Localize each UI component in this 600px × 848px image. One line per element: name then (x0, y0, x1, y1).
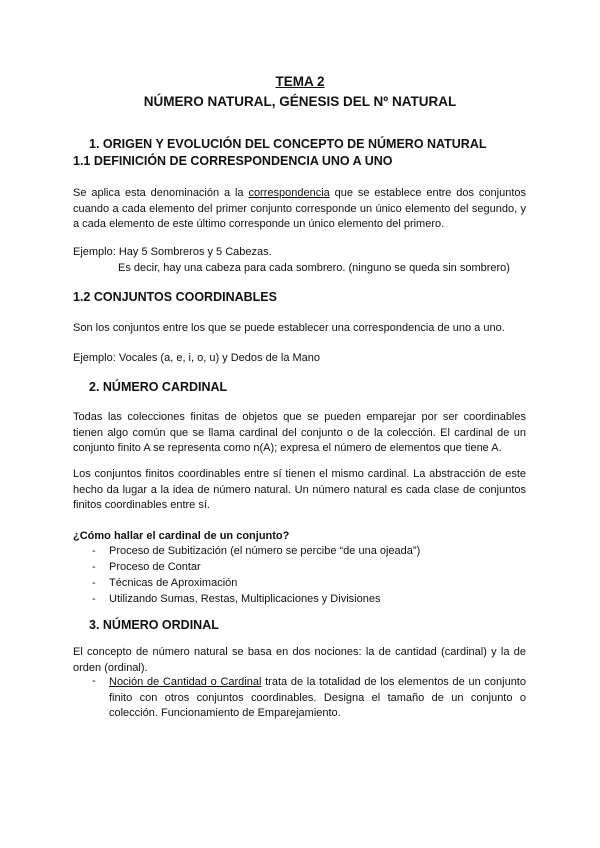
list-item-text: trata de la totalidad de los elementos de un conjunto finito con otros conjuntos coordinables. Designa el tamaño de un conjunto o colección. Funcionamiento de Emparejamiento. (109, 676, 526, 719)
section-1-1-heading: 1.1 DEFINICIÓN DE CORRESPONDENCIA UNO A UNO (73, 154, 393, 168)
section-3-heading: 3. NÚMERO ORDINAL (89, 618, 219, 632)
bullet-dash: - (92, 675, 96, 687)
example-line: Es decir, hay una cabeza para cada sombrero. (ninguno se queda sin sombrero) (118, 262, 510, 274)
list-item: Proceso de Contar (109, 561, 201, 573)
example-line: Ejemplo: Hay 5 Sombreros y 5 Cabezas. (73, 246, 272, 258)
question-heading: ¿Cómo hallar el cardinal de un conjunto? (73, 530, 290, 542)
correspondencia-link: correspondencia (248, 187, 330, 199)
document-title: TEMA 2 (275, 74, 325, 89)
section-2-heading: 2. NÚMERO CARDINAL (89, 380, 228, 394)
list-item: Utilizando Sumas, Restas, Multiplicaciones y Divisiones (109, 593, 381, 605)
section-1-2-paragraph: Son los conjuntos entre los que se puede establecer una correspondencia de uno a uno. (73, 322, 505, 334)
bullet-dash: - (92, 545, 96, 557)
document-subtitle: NÚMERO NATURAL, GÉNESIS DEL Nº NATURAL (143, 94, 457, 109)
bullet-dash: - (92, 593, 96, 605)
list-item: Técnicas de Aproximación (109, 577, 238, 589)
example-line: Ejemplo: Vocales (a, e, i, o, u) y Dedos de la Mano (73, 352, 321, 364)
section-2-paragraph-2: Los conjuntos finitos coordinables entre sí tienen el mismo cardinal. La abstracción de este hecho da lugar a la idea de número natural. Un número natural es cada clase de conjuntos finitos coordinables entre sí. (73, 468, 526, 511)
section-1-2-heading: 1.2 CONJUNTOS COORDINABLES (73, 290, 277, 304)
paragraph-text: Se aplica esta denominación a la (73, 187, 249, 199)
bullet-dash: - (92, 577, 96, 589)
section-2-paragraph-1: Todas las colecciones finitas de objetos que se pueden emparejar por ser coordinables tienen algo común que se llama cardinal del conjunto o de la colección. El cardinal de un conjunto finito A se representa como n(A); expresa el número de elementos que tiene A. (73, 411, 526, 454)
list-item: Proceso de Subitización (el número se percibe “de una ojeada”) (109, 545, 421, 557)
section-1-heading: 1. ORIGEN Y EVOLUCIÓN DEL CONCEPTO DE NÚMERO NATURAL (89, 137, 487, 151)
section-3-paragraph: El concepto de número natural se basa en dos nociones: la de cantidad (cardinal) y la de orden (ordinal). (73, 646, 526, 674)
section-1-1-paragraph (73, 186, 526, 233)
paragraph-text: que se establece entre dos conjuntos cuando a cada elemento del primer conjunto corresponde un único elemento del segundo, y a cada elemento de este último corresponde un único elemento del primero. (73, 187, 527, 230)
section-3-list-item (109, 675, 526, 722)
cantidad-cardinal-link: Noción de Cantidad o Cardinal (109, 676, 262, 688)
bullet-dash: - (92, 561, 96, 573)
